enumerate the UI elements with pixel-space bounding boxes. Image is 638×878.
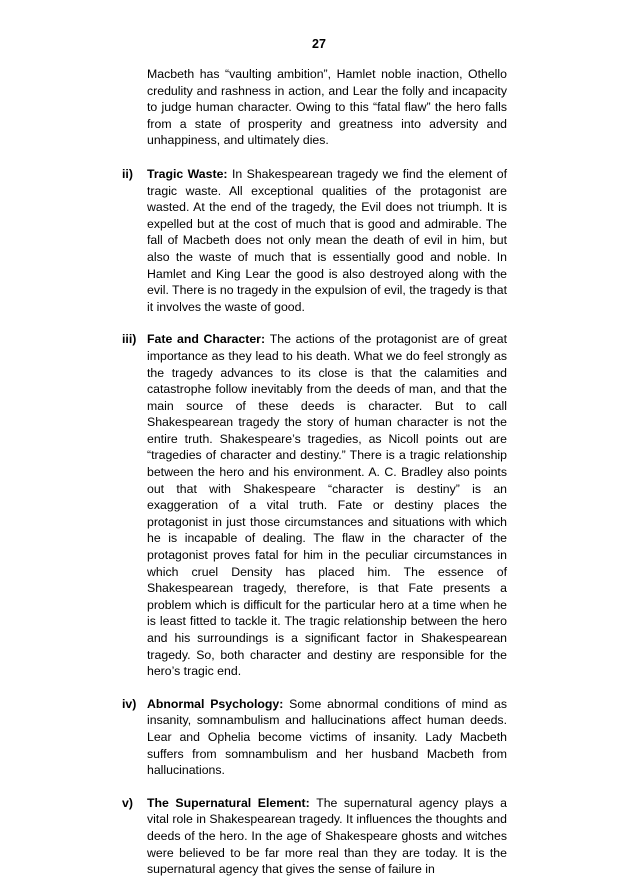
section-text: In Shakespearean tragedy we find the element of tragic waste. All exceptional qualities of the protagonist are wasted. At the end of the tragedy, the Evil does not triumph. It is expelled but at the cost of much that is good and admirable. The fall of Macbeth does not only mean the death of evil in him, but also the waste of much that is essentially good and noble. In Hamlet and King Lear the good is also destroyed along with the evil. There is no tragedy in the expulsion of evil, the tragedy is that it involves the waste of good.	[147, 166, 508, 314]
section-text: The supernatural agency plays a vital role in Shakespearean tragedy. It influences the thoughts and deeds of the hero. In the age of Shakespeare ghosts and witches were believed to be far more real than they are today. It is the supernatural agency that gives the sense of failure in	[147, 795, 507, 877]
page-number: 27	[312, 37, 326, 51]
section-marker: iv)	[122, 696, 137, 711]
intro-paragraph: Macbeth has “vaulting ambition”, Hamlet noble inaction, Othello credulity and rashness in action, and Lear the folly and incapacity to judge human character. Owing to this “fatal flaw” the hero falls from a state of prosperity and greatness into adversity and unhappiness, and ultimately dies.	[147, 67, 507, 148]
section-supernatural-element	[122, 795, 507, 878]
section-tragic-waste	[122, 166, 507, 315]
section-abnormal-psychology	[122, 696, 507, 779]
section-heading: Fate and Character:	[147, 332, 270, 347]
section-text: Some abnormal conditions of mind as insanity, somnambulism and hallucinations affect human deeds. Lear and Ophelia become victims of insanity. Lady Macbeth suffers from somnambulism and her husband Macbeth from hallucinations.	[147, 696, 507, 778]
section-fate-and-character	[122, 331, 507, 679]
page-content	[122, 66, 507, 878]
section-text: The actions of the protagonist are of great importance as they lead to his death. What we do feel strongly as the tragedy advances to its close is that the calamities and catastrophe follow inevitably from the deeds of man, and that the main source of these deeds is character. But to call Shakespearean tragedy the story of human character is not the entire truth. Shakespeare’s tragedies, as Nicoll points out are “tragedies of character and destiny.” There is a tragic relationship between the hero and his environment. A. C. Bradley also points out that with Shakespeare “character is destiny” is an exaggeration of a vital truth. Fate or destiny places the protagonist in just those circumstances and situations with which he is incapable of dealing. The flaw in the character of the protagonist proves fatal for him in the peculiar circumstances in which cruel Density has placed him. The essence of Shakespearean tragedy, therefore, is that Fate presents a problem which is difficult for the particular hero at a time when he is least fitted to tackle it. The tragic relationship between the hero and his surroundings is a significant factor in Shakespearean tragedy. So, both character and destiny are responsible for the hero’s tragic end.	[147, 332, 507, 679]
section-marker: v)	[122, 795, 133, 810]
section-marker: ii)	[122, 166, 133, 181]
section-heading: Abnormal Psychology:	[147, 696, 290, 711]
section-heading: The Supernatural Element:	[147, 795, 317, 810]
section-heading: Tragic Waste:	[147, 166, 232, 181]
section-marker: iii)	[122, 332, 137, 347]
